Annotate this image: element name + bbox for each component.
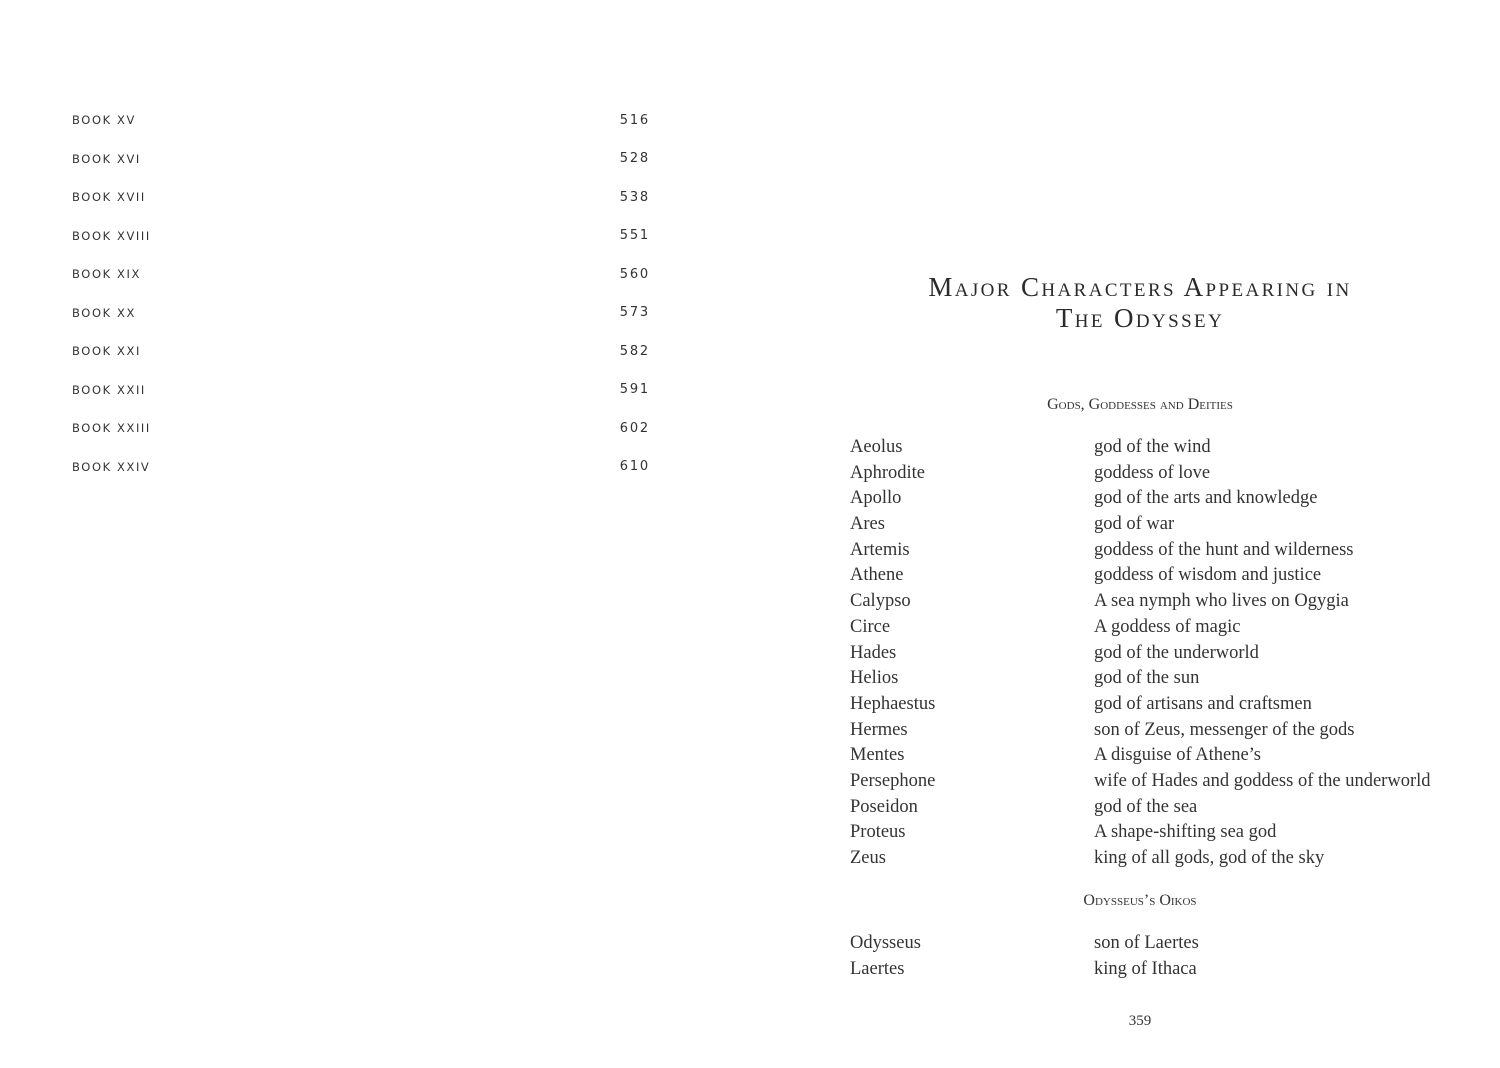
character-description: A sea nymph who lives on Ogygia <box>1094 591 1349 612</box>
toc-entry-label: BOOK XVII <box>72 190 146 205</box>
character-description: god of the arts and knowledge <box>1094 488 1318 509</box>
character-description: king of all gods, god of the sky <box>1094 848 1325 868</box>
toc-entry <box>72 409 650 448</box>
character-name: Proteus <box>850 822 906 843</box>
character-row <box>850 848 1450 874</box>
character-row <box>850 463 1450 489</box>
character-description: wife of Hades and goddess of the underworld <box>1094 770 1431 791</box>
character-row <box>850 745 1450 771</box>
character-row <box>850 771 1450 797</box>
character-row <box>850 822 1450 848</box>
character-row <box>850 617 1450 643</box>
section-heading-oikos: Odysseus’s Oikos <box>1083 892 1197 909</box>
character-row <box>850 488 1450 514</box>
character-name: Circe <box>850 616 891 637</box>
character-name: Ares <box>850 514 885 535</box>
character-row <box>850 694 1450 720</box>
toc-entry <box>72 140 650 179</box>
character-name: Hermes <box>850 719 908 740</box>
character-name: Persephone <box>850 770 936 791</box>
right-page <box>750 0 1500 1068</box>
character-description: god of war <box>1094 514 1175 535</box>
character-description: A disguise of Athene’s <box>1094 745 1262 766</box>
character-name: Odysseus <box>850 933 921 953</box>
toc-entry <box>72 294 650 333</box>
character-row <box>850 668 1450 694</box>
character-description: goddess of wisdom and justice <box>1094 565 1322 586</box>
character-name: Hades <box>850 642 897 663</box>
character-description: A shape-shifting sea god <box>1094 822 1277 843</box>
toc-entry-label: BOOK XIX <box>72 267 141 282</box>
character-description: god of the sea <box>1094 796 1198 817</box>
character-row <box>850 540 1450 566</box>
toc-entry <box>72 217 650 256</box>
character-name: Artemis <box>850 539 910 560</box>
character-description: goddess of the hunt and wilderness <box>1094 539 1354 560</box>
toc-entry <box>72 255 650 294</box>
toc-entry-label: BOOK XVI <box>72 151 141 166</box>
character-row <box>850 797 1450 823</box>
character-name: Apollo <box>850 488 902 509</box>
character-row <box>850 933 1450 959</box>
toc-entry <box>72 371 650 410</box>
character-name: Calypso <box>850 591 911 612</box>
toc-entry <box>72 101 650 140</box>
toc-entry-page: 516 <box>619 112 650 128</box>
character-description: god of the sun <box>1094 668 1200 689</box>
toc-entry-page: 573 <box>619 305 650 321</box>
toc-entry-page: 582 <box>619 343 650 359</box>
character-name: Helios <box>850 668 899 689</box>
toc-entry-label: BOOK XXIII <box>72 421 151 436</box>
character-row <box>850 437 1450 463</box>
toc-entry <box>72 178 650 217</box>
character-row <box>850 643 1450 669</box>
character-description: goddess of love <box>1094 462 1211 483</box>
page-number: 359 <box>1128 1013 1152 1029</box>
character-description: god of the underworld <box>1094 642 1259 663</box>
toc-entry-label: BOOK XXI <box>72 344 141 359</box>
toc-entry-page: 560 <box>619 266 650 282</box>
character-name: Mentes <box>850 745 905 766</box>
toc-entry-label: BOOK XXIV <box>72 459 151 474</box>
toc-entry-page: 602 <box>619 420 650 436</box>
character-description: son of Zeus, messenger of the gods <box>1094 719 1355 740</box>
character-list-gods <box>850 437 1450 874</box>
toc-entry-page: 528 <box>619 151 650 167</box>
character-name: Laertes <box>850 958 905 979</box>
character-description: god of artisans and craftsmen <box>1094 693 1312 714</box>
character-row <box>850 720 1450 746</box>
character-description: son of Laertes <box>1094 933 1199 953</box>
character-row <box>850 959 1450 985</box>
character-name: Hephaestus <box>850 693 936 714</box>
toc-entry-label: BOOK XV <box>72 113 136 128</box>
toc-entry-label: BOOK XX <box>72 305 136 320</box>
character-description: A goddess of magic <box>1094 616 1241 637</box>
toc-entry-page: 538 <box>619 189 650 205</box>
character-name: Poseidon <box>850 796 918 817</box>
page-title <box>900 272 1380 334</box>
toc-entry-page: 610 <box>619 459 650 475</box>
character-row <box>850 565 1450 591</box>
character-description: king of Ithaca <box>1094 958 1197 979</box>
toc-entry-page: 591 <box>619 382 650 398</box>
toc-entry-label: BOOK XXII <box>72 382 146 397</box>
table-of-contents <box>72 101 650 486</box>
toc-entry <box>72 448 650 487</box>
character-name: Zeus <box>850 848 886 868</box>
character-row <box>850 514 1450 540</box>
page-title-line-1: Major Characters Appearing in <box>928 272 1352 302</box>
section-heading-gods: Gods, Goddesses and Deities <box>1047 396 1233 413</box>
toc-entry <box>72 332 650 371</box>
character-list-oikos <box>850 933 1450 984</box>
character-name: Aeolus <box>850 437 903 457</box>
character-description: god of the wind <box>1094 437 1211 457</box>
page-title-line-2: The Odyssey <box>1055 303 1225 333</box>
character-row <box>850 591 1450 617</box>
toc-entry-label: BOOK XVIII <box>72 228 151 243</box>
character-name: Athene <box>850 565 904 586</box>
toc-entry-page: 551 <box>619 228 650 244</box>
character-name: Aphrodite <box>850 462 926 483</box>
